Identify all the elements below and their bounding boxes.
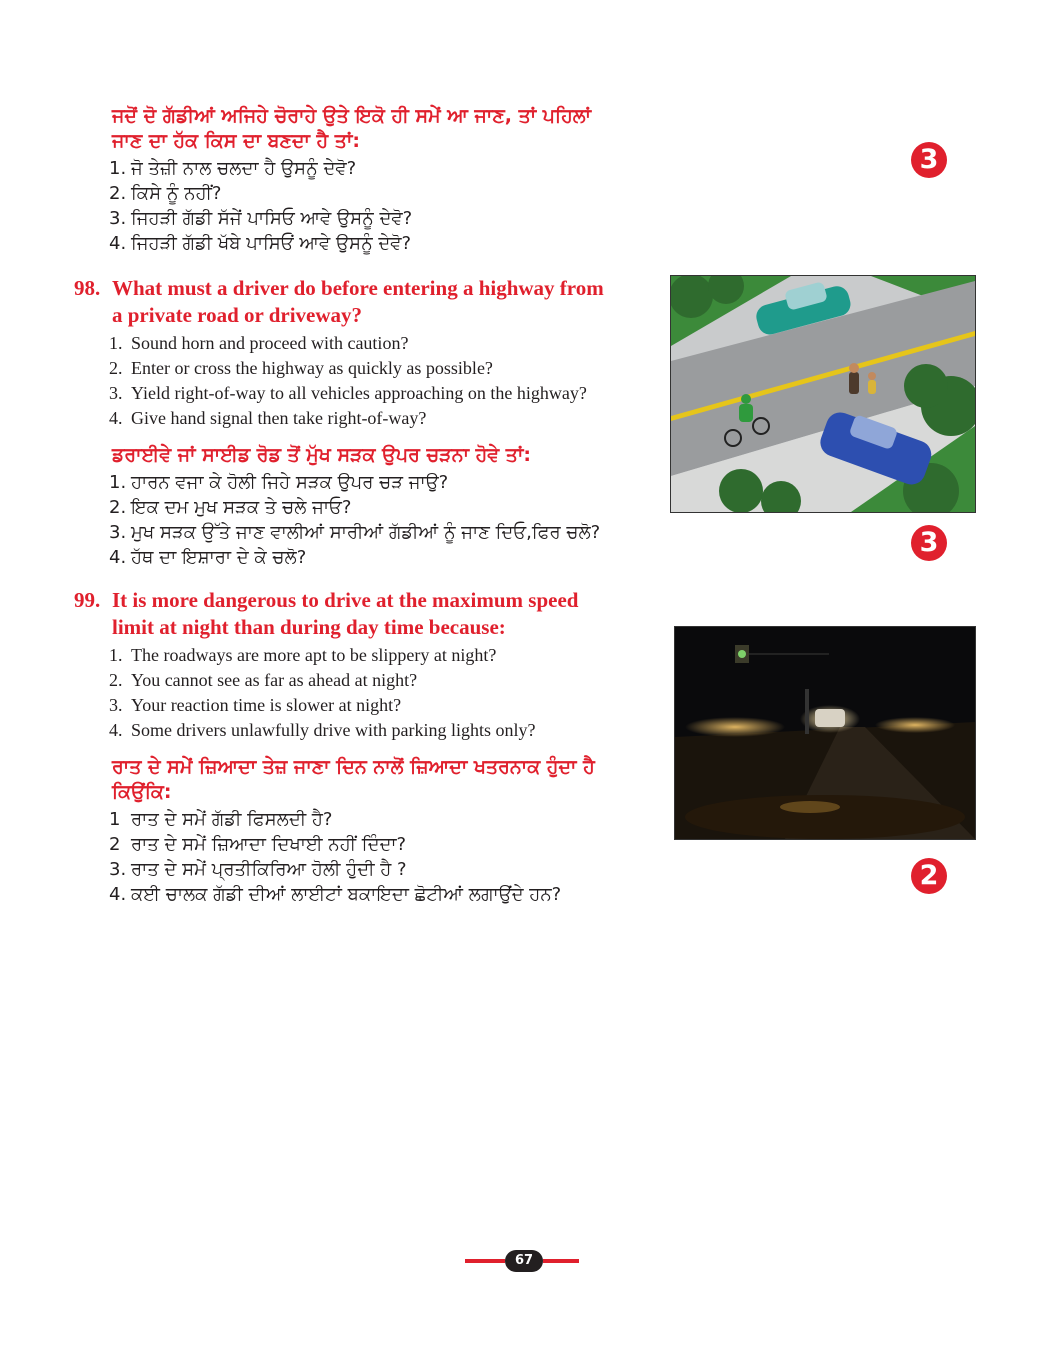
option-item: 3. ਜਿਹੜੀ ਗੱਡੀ ਸੱਜੇਂ ਪਾਸਿਓ ਆਵੇ ਉਸਨੂੰ ਦੇਵੋ?	[109, 208, 413, 229]
night-road-photo	[674, 626, 976, 840]
q99-block	[74, 587, 664, 907]
driveway-illustration	[670, 275, 976, 513]
night-road-image	[675, 627, 975, 839]
q99-answer-badge: 2	[911, 858, 947, 894]
option-item: 1. ਜੋ ਤੇਜ਼ੀ ਨਾਲ ਚਲਦਾ ਹੈ ਉਸਨੂੰ ਦੇਵੋ?	[109, 158, 357, 179]
option-item: 1. Sound horn and proceed with caution?	[109, 333, 409, 353]
footer-rule-left	[465, 1259, 505, 1263]
q98-pa-title: ਡਰਾਈਵੇ ਜਾਂ ਸਾਈਡ ਰੋਡ ਤੋਂ ਮੁੱਖ ਸੜਕ ਉਪਰ ਚੜਨਾ ਹੋਵੇ ਤਾਂ:	[112, 444, 531, 466]
q97-pa-options	[74, 156, 664, 256]
q98-options	[74, 331, 664, 431]
option-item: 2. Enter or cross the highway as quickly as possible?	[109, 358, 493, 378]
option-item: 3. ਰਾਤ ਦੇ ਸਮੇਂ ਪ੍ਰਤੀਕਿਰਿਆ ਹੋਲੀ ਹੁੰਦੀ ਹੈ ?	[109, 859, 407, 880]
option-item: 2. ਇਕ ਦਮ ਮੁਖ ਸੜਕ ਤੇ ਚਲੇ ਜਾਓ?	[109, 497, 352, 518]
q99-pa-title: ਰਾਤ ਦੇ ਸਮੇਂ ਜ਼ਿਆਦਾ ਤੇਜ਼ ਜਾਣਾ ਦਿਨ ਨਾਲੋਂ ਜ਼ਿਆਦਾ ਖਤਰਨਾਕ ਹੁੰਦਾ ਹੈ ਕਿਉਂਕਿ:	[112, 756, 595, 803]
option-item: 2. You cannot see as far as ahead at night?	[109, 670, 418, 690]
q98-answer-badge: 3	[911, 525, 947, 561]
q97-punjabi-block	[74, 104, 664, 256]
option-item: 1. ਹਾਰਨ ਵਜਾ ਕੇ ਹੋਲੀ ਜਿਹੇ ਸੜਕ ਉਪਰ ਚੜ ਜਾਉ?	[109, 472, 449, 493]
option-item: 4. Give hand signal then take right-of-way?	[109, 408, 427, 428]
q99-number: 99.	[74, 588, 101, 612]
q97-pa-title-line2: ਜਾਣ ਦਾ ਹੱਕ ਕਿਸ ਦਾ ਬਣਦਾ ਹੈ ਤਾਂ:	[112, 130, 360, 152]
option-item: 4. ਕਈ ਚਾਲਕ ਗੱਡੀ ਦੀਆਂ ਲਾਈਟਾਂ ਬਕਾਇਦਾ ਛੋਟੀਆਂ ਲਗਾਉਂਦੇ ਹਨ?	[109, 884, 562, 905]
driveway-scene-image	[671, 276, 975, 512]
option-item: 2 ਰਾਤ ਦੇ ਸਮੇਂ ਜ਼ਿਆਦਾ ਦਿਖਾਈ ਨਹੀਂ ਦਿੰਦਾ?	[109, 834, 407, 855]
q97-answer-badge: 3	[911, 142, 947, 178]
footer-rule-right	[543, 1259, 579, 1263]
q99-title: 99. It is more dangerous to drive at the maximum speed limit at night than during day time because:	[74, 588, 579, 639]
option-item: 2. ਕਿਸੇ ਨੂੰ ਨਹੀਂ?	[109, 183, 222, 204]
q98-pa-options	[74, 470, 664, 570]
q98-number: 98.	[74, 276, 101, 300]
option-item: 4. Some drivers unlawfully drive with parking lights only?	[109, 720, 536, 740]
option-item: 1. The roadways are more apt to be slippery at night?	[109, 645, 497, 665]
q97-pa-title-line1: ਜਦੋਂ ਦੋ ਗੱਡੀਆਂ ਅਜਿਹੇ ਚੋਰਾਹੇ ਉਤੇ ਇਕੋ ਹੀ ਸਮੇਂ ਆ ਜਾਣ, ਤਾਂ ਪਹਿਲਾਂ	[112, 105, 591, 127]
q98-block	[74, 275, 664, 570]
option-item: 3. Yield right-of-way to all vehicles approaching on the highway?	[109, 383, 587, 403]
q99-options	[74, 643, 664, 743]
option-item: 4. ਜਿਹੜੀ ਗੱਡੀ ਖੱਬੇ ਪਾਸਿਓਂ ਆਵੇ ਉਸਨੂੰ ਦੇਵੋ?	[109, 233, 412, 254]
option-item: 3. ਮੁਖ ਸੜਕ ਉੱਤੇ ਜਾਣ ਵਾਲੀਆਂ ਸਾਰੀਆਂ ਗੱਡੀਆਂ ਨੂੰ ਜਾਣ ਦਿਓ,ਫਿਰ ਚਲੋ?	[109, 522, 601, 543]
page-number: 67	[505, 1250, 543, 1272]
option-item: 3. Your reaction time is slower at night?	[109, 695, 402, 715]
q99-pa-options	[74, 807, 664, 907]
q98-title: 98. What must a driver do before entering a highway from a private road or driveway?	[74, 276, 604, 327]
q97-pa-title	[74, 104, 664, 154]
option-item: 4. ਹੱਥ ਦਾ ਇਸ਼ਾਰਾ ਦੇ ਕੇ ਚਲੋ?	[109, 547, 307, 568]
option-item: 1 ਰਾਤ ਦੇ ਸਮੇਂ ਗੱਡੀ ਫਿਸਲਦੀ ਹੈ?	[109, 809, 333, 830]
